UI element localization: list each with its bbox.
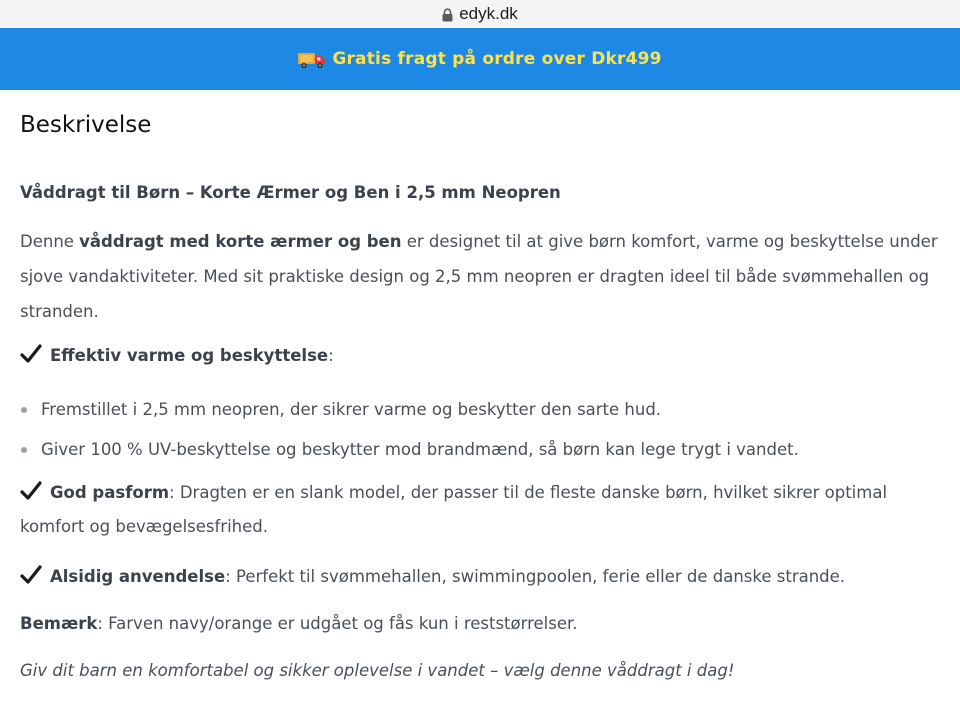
- free-shipping-banner: [0, 28, 960, 90]
- feature-bullet-list: [20, 390, 799, 470]
- feature-label: Effektiv varme og beskyttelse: [50, 346, 329, 365]
- section-title: Beskrivelse: [20, 112, 152, 138]
- note-paragraph: [20, 607, 578, 641]
- feature-label: Alsidig anvendelse: [50, 567, 226, 586]
- feature-heat: [20, 339, 334, 373]
- call-to-action: Giv dit barn en komfortabel og sikker oplevelse i vandet – vælg denne våddragt i dag!: [20, 661, 735, 680]
- intro-paragraph: [20, 224, 950, 329]
- delivery-truck-icon: [298, 50, 326, 70]
- intro-suffix: er designet til at give børn komfort, varme og beskyttelse under sjove vandaktiviteter. Med sit praktiske design og 2,5 mm neopren er dragten ideel til både svømmehallen og stranden.: [20, 232, 938, 321]
- bullet-dot: [21, 407, 27, 413]
- browser-url-bar[interactable]: [0, 0, 960, 28]
- feature-versatile: [20, 560, 845, 594]
- intro-prefix: Denne: [20, 232, 80, 251]
- product-subtitle: Våddragt til Børn – Korte Ærmer og Ben i 2,5 mm Neopren: [20, 183, 561, 202]
- check-mark-icon: [20, 565, 42, 585]
- banner-text: Gratis fragt på ordre over Dkr499: [332, 49, 662, 69]
- feature-fit: [20, 476, 950, 544]
- feature-label: God pasform: [50, 483, 170, 502]
- intro-bold: våddragt med korte ærmer og ben: [79, 232, 402, 251]
- lock-icon: [442, 8, 453, 22]
- feature-text: :: [328, 346, 334, 365]
- bullet-text: Giver 100 % UV-beskyttelse og beskytter mod brandmænd, så børn kan lege trygt i vandet.: [41, 440, 799, 459]
- bullet-dot: [21, 447, 27, 453]
- feature-text: : Dragten er en slank model, der passer til de fleste danske børn, hvilket sikrer optimal komfort og bevægelsesfrihed.: [20, 483, 888, 536]
- bullet-text: Fremstillet i 2,5 mm neopren, der sikrer varme og beskytter den sarte hud.: [41, 400, 662, 419]
- note-label: Bemærk: [20, 614, 98, 633]
- check-mark-icon: [20, 344, 42, 364]
- list-item: [20, 390, 799, 430]
- feature-text: : Perfekt til svømmehallen, swimmingpoolen, ferie eller de danske strande.: [225, 567, 846, 586]
- check-mark-icon: [20, 481, 42, 501]
- note-text: : Farven navy/orange er udgået og fås kun i reststørrelser.: [97, 614, 578, 633]
- list-item: [20, 430, 799, 470]
- url-text: edyk.dk: [459, 4, 518, 23]
